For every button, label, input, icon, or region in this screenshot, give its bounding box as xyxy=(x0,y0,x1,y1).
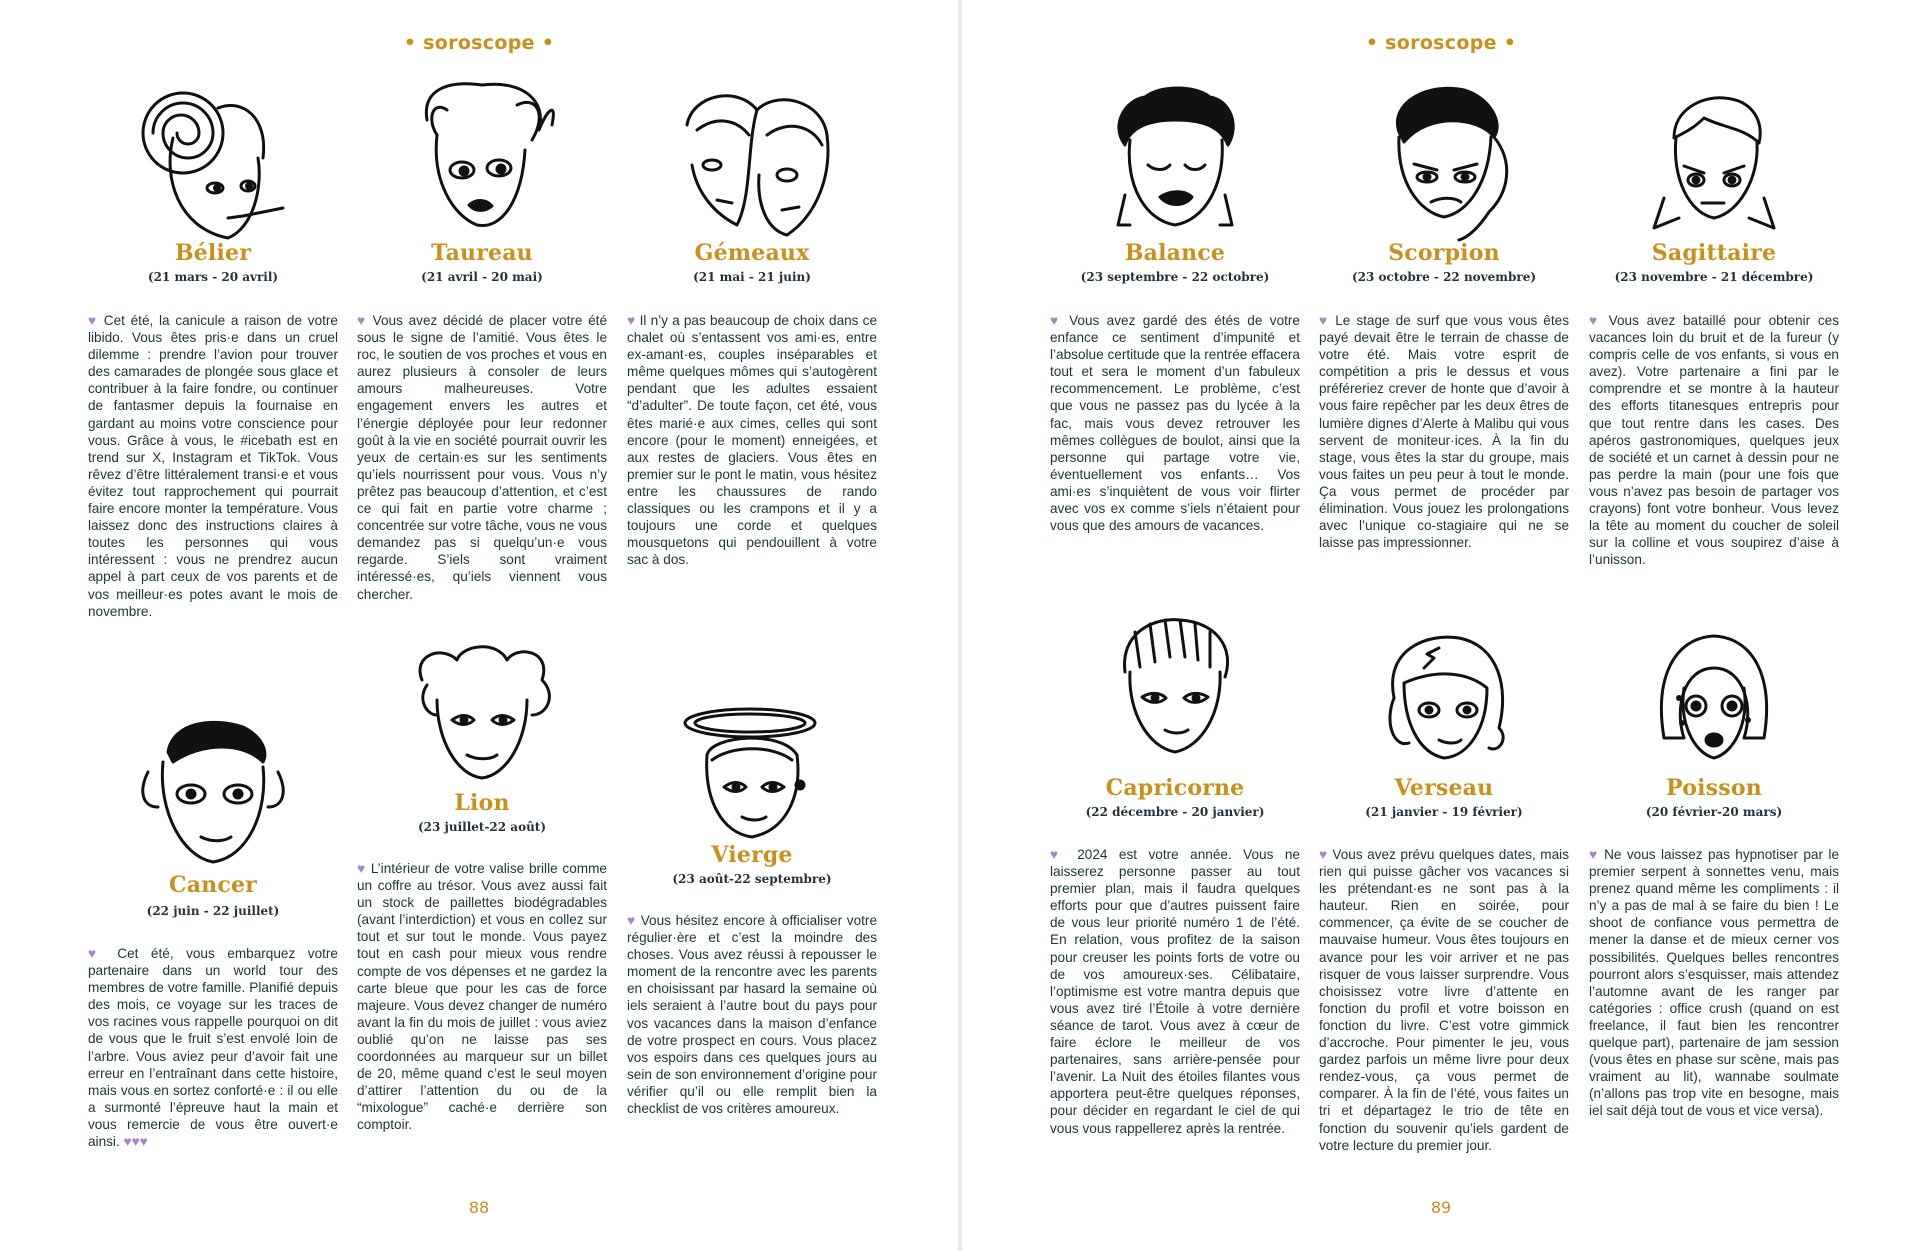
sign-horoscope xyxy=(88,312,338,620)
sign-name: Taureau xyxy=(431,240,533,266)
sign-horoscope xyxy=(627,912,877,1117)
heart-icon: ♥ xyxy=(1050,847,1066,862)
sign-text: Il n’y a pas beaucoup de choix dans ce chalet où s’entassent vos ami·es, entre ex-amant·es, couples inséparables et même quelques mômes qui s’autogèrent pendant que les adultes essaient “d’adulter”. De toute façon, cet été, vous êtes marié·e aux cimes, celles qui sont encore (pour le moment) enneigées, et aux restes de glaciers. Vous êtes en premier sur le pont le matin, vous hésitez entre les chaussures de rando classiques ou les crampons et il y a toujours une corde et quelques mousquetons qui pendouillent à votre sac à dos. xyxy=(627,313,878,568)
heart-icon: ♥ xyxy=(1319,313,1330,328)
sign-horoscope xyxy=(1589,846,1839,1120)
heart-icon: ♥ xyxy=(627,313,636,328)
heart-icon: ♥ xyxy=(357,861,367,876)
belier-portrait xyxy=(133,78,293,248)
sign-name: Scorpion xyxy=(1388,240,1500,266)
heart-icon: ♥ xyxy=(1589,313,1601,328)
sign-name: Balance xyxy=(1124,240,1226,266)
taureau-portrait xyxy=(407,80,557,235)
sign-horoscope xyxy=(1319,312,1569,551)
sign-name: Gémeaux xyxy=(694,240,810,266)
gemeaux-portrait xyxy=(677,85,837,245)
sign-text: Vous avez décidé de placer votre été sous le signe de l’amitié. Vous êtes le roc, le soutien de vos proches et vous en aurez plusieurs à consoler de leurs amours malheureuses. Votre engagement envers les autres et l’énergie déployée pour leur redonner goût à la vie en société pourrait ouvrir les yeux de certain·es sur les sentiments qu’iels nourrissent pour vous. Vous n’y prêtez pas beaucoup d’attention, et c’est ce qui fait en partie votre charme ; concentrée sur votre tâche, vous ne vous demandez pas si quelqu’un·e vous regarde. S’iels sont vraiment intéressé·es, qu’iels viennent vous chercher. xyxy=(357,313,608,602)
sign-dates: (20 févrìer-20 mars) xyxy=(1645,805,1783,819)
sign-name: Sagittaire xyxy=(1651,240,1777,266)
sign-text: Cet été, vous embarquez votre partenaire dans un world tour des membres de votre famille. Planifié depuis des mois, ce voyage sur les traces de vos racines vous rappelle pourquoi on dit de vous que le fruit s’est envolé loin de l’arbre. Vous aviez peur d’avoir fait une erreur en l’entraînant dans cette histoire, mais vous en sortez conforté·e : il ou elle a surmonté l’épreuve haut la main et vous remercie de vous être ouvert·e ainsi. xyxy=(88,946,338,1150)
sign-text: L’intérieur de votre valise brille comme un coffre au trésor. Vous avez aussi fait un stock de paillettes biodégradables (avant l’interdiction) et vous en collez sur tout et sur tout le monde. Vous payez tout en cash pour mieux vous rendre compte de vos dépenses et ne gardez la carte bleue que pour les cas de force majeure. Vous devez changer de numéro avant la fin du mois de juillet : vous aviez oublié qu’on ne laisse pas ses coordonnées au marqueur sur un billet de 20, même quand c’est le seul moyen d’attirer l’attention du ou de la “mixologue” caché·e derrière son comptoir. xyxy=(357,861,607,1133)
sign-text: Ne vous laissez pas hypnotiser par le premier serpent à sonnettes venu, mais prenez quand même les compliments : il n’y a pas de mal à se faire du bien ! Le shoot de confiance vous permettra de mener la danse et de mieux cerner vos possibilités. Quelques belles rencontres pourront alors s’esquisser, mais attendez l’automne avant de les ranger par catégories : office crush (quand on est freelance, il faut bien les rencontrer quelque part), partenaire de jam session (vous êtes en phase sur scène, mais pas vraiment au lit), wannabe soulmate (n’allons pas trop vite en besogne, mais iel sait déjà tout de vous et vice versa). xyxy=(1589,847,1840,1119)
sign-name: Cancer xyxy=(169,872,257,898)
right-page xyxy=(962,0,1920,1251)
sign-horoscope xyxy=(1319,846,1569,1154)
heart-icon: ♥ xyxy=(88,313,99,328)
heart-icon: ♥ xyxy=(357,313,367,328)
sign-horoscope xyxy=(357,860,607,1134)
page-header: • soroscope • xyxy=(1365,32,1517,54)
sign-horoscope xyxy=(1589,312,1839,568)
sign-dates: (23 novembre - 21 décembre) xyxy=(1614,270,1814,284)
hearts-icon: ♥♥♥ xyxy=(123,1134,148,1150)
sign-text: Vous avez bataillé pour obtenir ces vacances loin du bruit et de la fureur (y compris celle de vos enfants, si vous en avez). Votre partenaire a fini par le comprendre et se montre à la hauteur des efforts titanesques entrepris pour que tout rentre dans les cases. Des apéros gastronomiques, quelques jeux de société et un carnet à dessin pour ne pas perdre la main (pour une fois que vous n’avez pas besoin de partager vos crayons) font votre bonheur. Vous levez la tête au moment du coucher de soleil sur la colline et vous soupirez d’aise à l’unisson. xyxy=(1589,313,1840,568)
poisson-portrait xyxy=(1644,628,1784,773)
sign-dates: (21 janvier - 19 février) xyxy=(1365,805,1523,819)
page-number: 88 xyxy=(468,1198,490,1217)
page-number: 89 xyxy=(1430,1198,1452,1217)
heart-icon: ♥ xyxy=(1589,847,1599,862)
sign-text: Vous avez gardé des étés de votre enfance ce sentiment d’impunité et l’absolue certitude que la rentrée effacera tout et sera le moment d’un fabuleux recommencement. Le problème, c’est que vous ne passez pas du lycée à la fac, mais vous devez retrouver les mêmes collègues de boulot, ainsi que la personne qui partage votre vie, éventuellement vos enfants… Vos ami·es s’inquiètent de vous voir flirter avec vos ex comme s’iels n’étaient pour vous que des amours de vacances. xyxy=(1050,313,1300,534)
sign-name: Bélier xyxy=(174,240,252,266)
verseau-portrait xyxy=(1369,628,1519,768)
sign-dates: (22 juin - 22 juillet) xyxy=(146,904,280,918)
sign-text: 2024 est votre année. Vous ne laisserez personne passer au tout premier plan, mais il faudra quelques efforts pour que d’autres puissent faire de vous leur priorité numéro 1 de l’été. En relation, vous profitez de la saison pour creuser les points forts de votre ou de vos amoureux·ses. Célibataire, l’optimisme est votre mantra depuis que vous avez tiré l’Étoile à votre dernière séance de tarot. Vous avez à cœur de faire éclore le meilleur de vos partenaires, sans arrière-pensée pour l’avenir. La Nuit des étoiles filantes vous apportera peut-être quelques réponses, pour décider en regardant le ciel de qui vous vous rappellerez après la rentrée. xyxy=(1050,847,1300,1136)
sign-dates: (23 juillet-22 août) xyxy=(417,820,547,834)
vierge-portrait xyxy=(672,705,832,845)
sign-name: Vierge xyxy=(711,842,793,868)
sign-horoscope xyxy=(357,312,607,603)
sign-horoscope xyxy=(1050,846,1300,1137)
sign-dates: (21 mars - 20 avril) xyxy=(147,270,279,284)
sign-dates: (22 décembre - 20 janvier) xyxy=(1085,805,1265,819)
sagittaire-portrait xyxy=(1644,88,1784,238)
scorpion-portrait xyxy=(1369,82,1519,242)
cancer-portrait xyxy=(133,712,293,872)
left-page xyxy=(0,0,958,1251)
sign-name: Capricorne xyxy=(1105,775,1245,801)
sign-name: Lion xyxy=(454,790,510,816)
heart-icon: ♥ xyxy=(88,946,105,961)
sign-text: Cet été, la canicule a raison de votre libido. Vous êtes pris·e dans un cruel dilemme : prendre l’avion pour trouver des camarades de plongée sous glace et contribuer à la faire fondre, ou continuer de fantasmer depuis la fournaise en gardant au moins votre conscience pour vous. Grâce à vous, le #icebath est en trend sur X, Instagram et TikTok. Vous rêvez d’être littéralement transi·e et vous évitez tout rapprochement qui pourrait faire encore monter la température. Vous laissez donc des instructions claires à toutes les personnes qui vous intéressent : vous ne prendrez aucun appel à part ceux de vos parents et de vos meilleur·es potes avant le mois de novembre. xyxy=(88,313,338,619)
sign-dates: (23 octobre - 22 novembre) xyxy=(1351,270,1537,284)
sign-dates: (23 août-22 septembre) xyxy=(672,872,832,886)
capricorne-portrait xyxy=(1100,612,1250,767)
balance-portrait xyxy=(1100,85,1250,235)
sign-name: Verseau xyxy=(1394,775,1494,801)
sign-text: Vous avez prévu quelques dates, mais rien qui puisse gâcher vos vacances si les prétendant·es ne sont pas à la hauteur. Rien en soirée, pour commencer, ça évite de se coucher de mauvaise humeur. Vous êtes toujours en avance pour les voir arriver et ne pas risquer de vous laisser surprendre. Vous choisissez votre livre d’attente en fonction du profil et votre boisson en fonction du livre. C’est votre gimmick d’accroche. Pour pimenter le jeu, vous gardez parfois un même livre pour deux rendez-vous, ça vous permet de comparer. À la fin de l’été, vous faites un tri et départagez le trio de tête en fonction du souvenir qu’iels gardent de votre lecture du premier jour. xyxy=(1319,847,1569,1153)
sign-dates: (21 mai - 21 juin) xyxy=(693,270,811,284)
heart-icon: ♥ xyxy=(1319,847,1328,862)
sign-dates: (21 avril - 20 mai) xyxy=(421,270,543,284)
sign-horoscope xyxy=(627,312,877,568)
sign-horoscope xyxy=(1050,312,1300,534)
sign-name: Poisson xyxy=(1666,775,1762,801)
sign-dates: (23 septembre - 22 octobre) xyxy=(1080,270,1270,284)
lion-portrait xyxy=(402,640,562,790)
heart-icon: ♥ xyxy=(1050,313,1062,328)
heart-icon: ♥ xyxy=(627,913,636,928)
sign-text: Le stage de surf que vous vous êtes payé devait être le terrain de chasse de votre été. Mais votre esprit de compétition a pris le dessus et vous préféreriez crever de honte que d’avoir à vous faire repêcher par les deux êtres de lumière dignes d’Alerte à Malibu qui vous servent de moniteur·ices. À la fin du stage, vous êtes la star du groupe, mais vous faites un peu peur à tout le monde. Ça vous permet de procéder par élimination. Vous jouez les prolongations avec l’unique co-stagiaire qui ne se laisse pas impressionner. xyxy=(1319,313,1569,551)
page-header: • soroscope • xyxy=(403,32,555,54)
sign-horoscope xyxy=(88,945,338,1150)
sign-text: Vous hésitez encore à officialiser votre régulier·ère et c’est la moindre des choses. Vous avez réussi à repousser le moment de la rencontre avec les parents en choisissant par hasard la semaine où iels seraient à l’autre bout du pays pour vos vacances dans la maison d’enfance de votre prospect en cours. Vous placez vos espoirs dans ces quelques jours au sein de son environnement d’origine pour vérifier qu’il ou elle remplit bien la checklist de vos critères amoureux. xyxy=(627,913,878,1117)
